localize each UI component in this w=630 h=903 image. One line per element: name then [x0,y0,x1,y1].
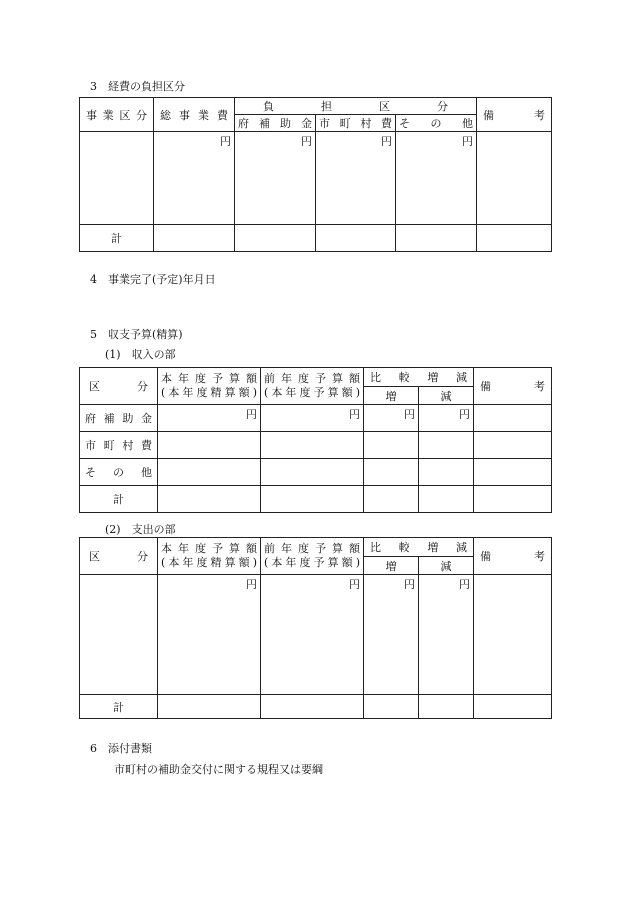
income-head-previous [261,368,364,405]
expense-cell-increase[interactable] [364,575,419,695]
income-head-previous-line1: 前年度予算額 [264,372,360,385]
burden-head-burden: 負担区分 [235,98,477,115]
burden-head-other: その他 [396,115,477,132]
income-head-compare: 比較増減 [364,368,474,387]
yen-unit: 円 [220,135,231,148]
income-total-previous[interactable] [261,486,364,513]
income-cell-increase[interactable] [364,405,419,432]
income-cell-previous[interactable] [261,405,364,432]
expense-head-decrease: 減 [419,557,474,575]
income-head-decrease: 減 [419,387,474,405]
burden-head-city: 市町村費 [316,115,396,132]
income-head-previous-line2: (本年度予算額) [264,386,360,399]
expense-total-increase[interactable] [364,695,419,719]
income-table [79,367,552,513]
section4-heading: 4 事業完了(予定)年月日 [90,273,216,286]
income-row-label: 府補助金 [80,405,158,432]
burden-total-remarks[interactable] [477,225,552,252]
expense-head-category: 区分 [80,538,158,575]
income-heading: (1) 収入の部 [105,348,176,361]
income-cell-decrease[interactable] [419,432,474,459]
expense-head-remarks: 備考 [474,538,552,575]
expense-cell-decrease[interactable] [419,575,474,695]
burden-head-remarks: 備考 [477,98,552,132]
income-total-remarks[interactable] [474,486,552,513]
expense-total-label: 計 [80,695,158,719]
burden-head-pref: 府補助金 [235,115,316,132]
income-cell-previous[interactable] [261,459,364,486]
income-total-label: 計 [80,486,158,513]
yen-unit: 円 [246,408,257,421]
yen-unit: 円 [246,578,257,591]
yen-unit: 円 [349,408,360,421]
section5-heading: 5 収支予算(精算) [90,328,183,341]
income-cell-decrease[interactable] [419,459,474,486]
yen-unit: 円 [301,135,312,148]
income-cell-increase[interactable] [364,459,419,486]
burden-cell-total[interactable] [154,132,235,225]
expense-table [79,537,552,719]
yen-unit: 円 [459,578,470,591]
income-total-increase[interactable] [364,486,419,513]
expense-head-compare: 比較増減 [364,538,474,557]
burden-head-category: 事業区分 [80,98,154,132]
burden-total-sum[interactable] [154,225,235,252]
expense-head-current [158,538,261,575]
income-head-current-line1: 本年度予算額 [161,372,257,385]
expense-cell-category[interactable] [80,575,158,695]
burden-total-pref[interactable] [235,225,316,252]
expense-head-previous [261,538,364,575]
expense-head-previous-line1: 前年度予算額 [264,542,360,555]
yen-unit: 円 [462,135,474,148]
income-cell-decrease[interactable] [419,405,474,432]
income-cell-remarks[interactable] [474,432,552,459]
expense-head-increase: 増 [364,557,419,575]
expense-cell-previous[interactable] [261,575,364,695]
expense-total-previous[interactable] [261,695,364,719]
expense-total-current[interactable] [158,695,261,719]
burden-total-city[interactable] [316,225,396,252]
burden-cell-remarks[interactable] [477,132,552,225]
income-cell-current[interactable] [158,432,261,459]
expense-cell-remarks[interactable] [474,575,552,695]
yen-unit: 円 [404,578,415,591]
income-head-category: 区分 [80,368,158,405]
expense-total-decrease[interactable] [419,695,474,719]
burden-head-total: 総事業費 [154,98,235,132]
burden-cell-category[interactable] [80,132,154,225]
income-cell-increase[interactable] [364,432,419,459]
section6-heading: 6 添付書類 [90,742,152,755]
expense-head-previous-line2: (本年度予算額) [264,556,360,569]
yen-unit: 円 [459,408,470,421]
expense-head-current-line1: 本年度予算額 [161,542,257,555]
income-cell-remarks[interactable] [474,405,552,432]
expense-cell-current[interactable] [158,575,261,695]
yen-unit: 円 [349,578,360,591]
income-head-current-line2: (本年度精算額) [161,386,257,399]
income-total-current[interactable] [158,486,261,513]
income-cell-current[interactable] [158,405,261,432]
income-head-remarks: 備考 [474,368,552,405]
yen-unit: 円 [381,135,392,148]
burden-cell-pref[interactable] [235,132,316,225]
burden-total-other[interactable] [396,225,477,252]
income-head-increase: 増 [364,387,419,405]
burden-total-label: 計 [80,225,154,252]
income-row-label: その他 [80,459,158,486]
section6-body: 市町村の補助金交付に関する規程又は要綱 [114,763,323,776]
section3-heading: 3 経費の負担区分 [90,80,185,93]
burden-table [79,97,552,252]
expense-total-remarks[interactable] [474,695,552,719]
expense-heading: (2) 支出の部 [105,523,176,536]
income-cell-previous[interactable] [261,432,364,459]
income-head-current [158,368,261,405]
income-row-label: 市町村費 [80,432,158,459]
burden-cell-other[interactable] [396,132,477,225]
income-cell-remarks[interactable] [474,459,552,486]
income-total-decrease[interactable] [419,486,474,513]
income-cell-current[interactable] [158,459,261,486]
expense-head-current-line2: (本年度精算額) [161,556,257,569]
yen-unit: 円 [404,408,415,421]
burden-cell-city[interactable] [316,132,396,225]
